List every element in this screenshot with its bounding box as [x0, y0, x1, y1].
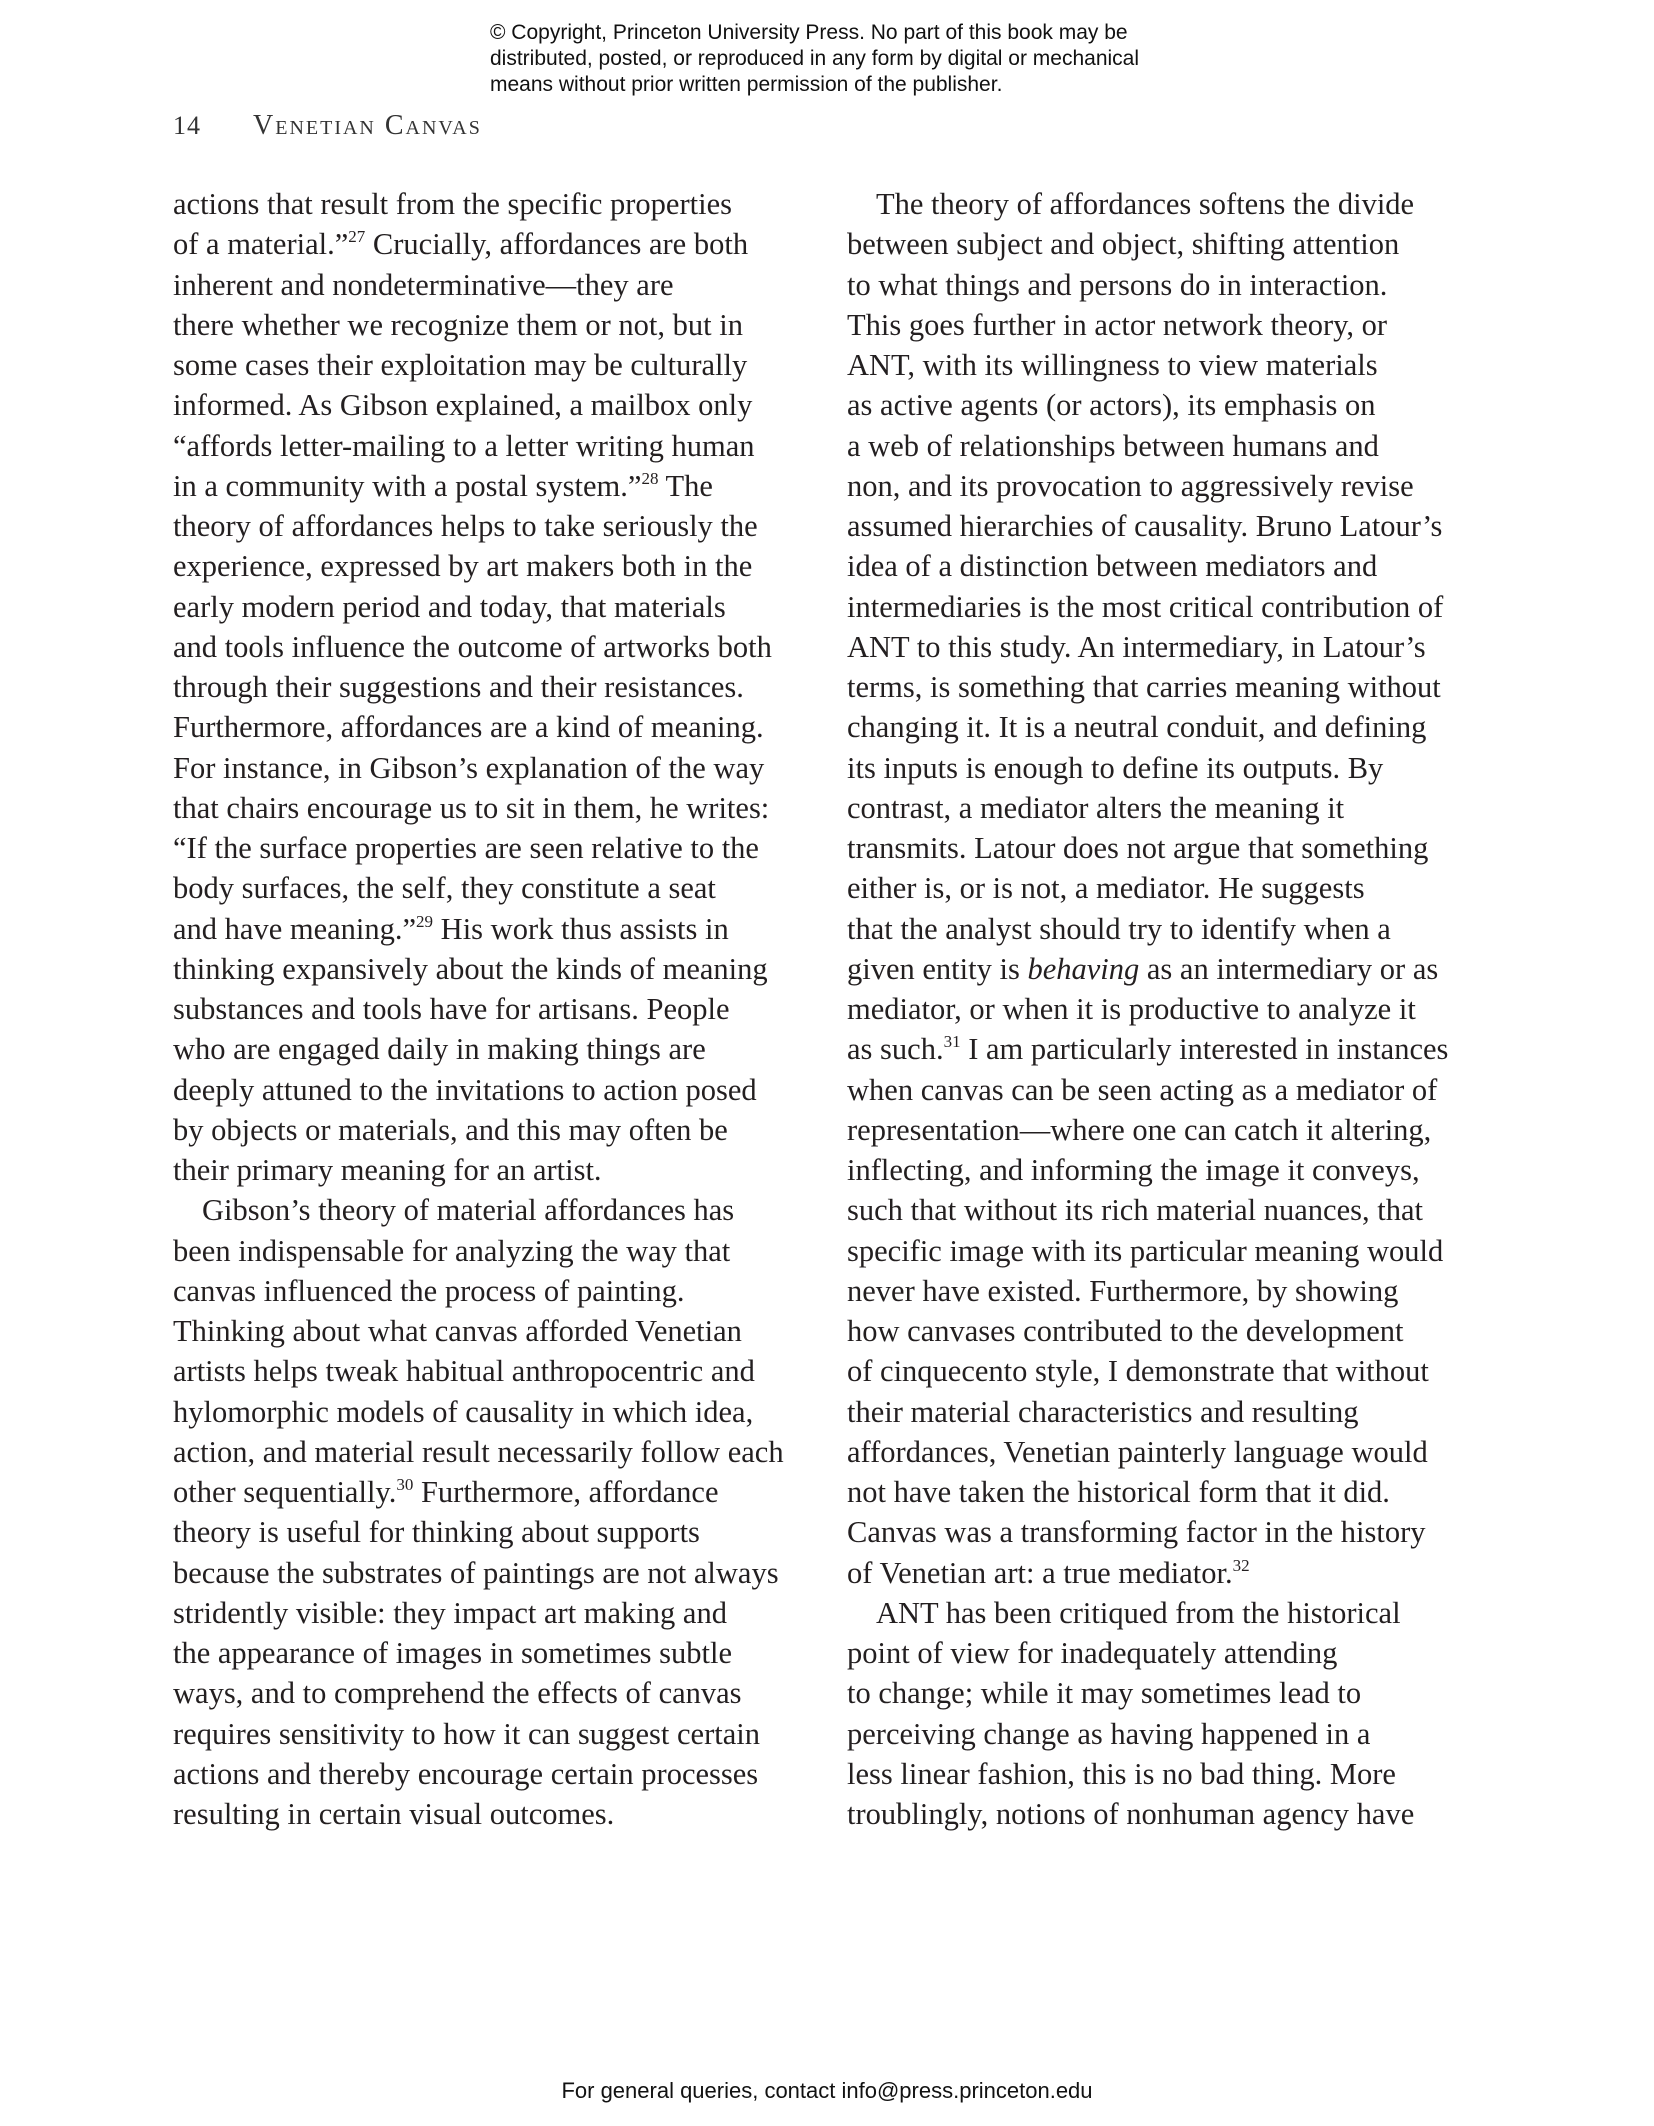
- text-segment: the appearance of images in sometimes subtle: [173, 1636, 732, 1670]
- text-segment: less linear fashion, this is no bad thing. More: [847, 1756, 1396, 1791]
- text-segment: as active agents (or actors), its emphasis on: [847, 388, 1376, 423]
- text-segment: “affords letter-mailing to a letter writing human: [173, 428, 755, 463]
- text-segment: resulting in certain visual outcomes.: [173, 1797, 615, 1831]
- text-line: [173, 1794, 823, 1834]
- text-line: [173, 1512, 823, 1552]
- text-line: [847, 1553, 1497, 1593]
- text-segment: inflecting, and informing the image it conveys,: [847, 1153, 1420, 1187]
- text-line: [173, 707, 823, 747]
- text-segment: mediator, or when it is productive to analyze it: [847, 992, 1416, 1026]
- text-line: [847, 1029, 1497, 1069]
- text-segment: contrast, a mediator alters the meaning it: [847, 790, 1345, 825]
- text-segment: body surfaces, the self, they constitute a seat: [173, 871, 716, 906]
- text-segment: other sequentially.: [173, 1475, 397, 1509]
- copyright-line: distributed, posted, or reproduced in any form by digital or mechanical: [490, 47, 1140, 70]
- text-segment: and tools influence the outcome of artworks both: [173, 629, 772, 664]
- text-segment: Crucially, affordances are both: [365, 227, 749, 262]
- text-segment: non, and its provocation to aggressively revise: [847, 468, 1414, 503]
- text-line: [173, 466, 823, 506]
- text-line: [847, 1593, 1497, 1633]
- text-segment: either is, or is not, a mediator. He suggests: [847, 871, 1365, 906]
- text-line: [173, 1472, 823, 1512]
- text-line: [173, 1150, 823, 1190]
- text-segment: of cinquecento style, I demonstrate that without: [847, 1354, 1429, 1389]
- text-segment: ANT to this study. An intermediary, in Latour’s: [847, 629, 1426, 664]
- text-segment: terms, is something that carries meaning without: [847, 670, 1441, 704]
- footnote-marker: 27: [348, 227, 366, 247]
- text-segment: its inputs is enough to define its outputs. By: [847, 750, 1384, 785]
- text-line: [847, 1633, 1497, 1673]
- text-line: [173, 667, 823, 707]
- text-segment: changing it. It is a neutral conduit, and defining: [847, 710, 1427, 745]
- text-line: [847, 1472, 1497, 1512]
- text-line: [173, 184, 823, 224]
- text-segment: assumed hierarchies of causality. Bruno Latour’s: [847, 509, 1443, 543]
- text-line: [173, 788, 823, 828]
- text-segment: inherent and nondeterminative—they are: [173, 267, 674, 302]
- text-segment: in a community with a postal system.”: [173, 468, 642, 503]
- text-segment: because the substrates of paintings are not always: [173, 1555, 779, 1590]
- text-line: [847, 224, 1497, 264]
- text-line: [173, 1553, 823, 1593]
- text-segment: to what things and persons do in interaction.: [847, 267, 1388, 302]
- text-line: [173, 1714, 823, 1754]
- text-segment: who are engaged daily in making things are: [173, 1032, 706, 1067]
- text-line: [847, 748, 1497, 788]
- text-segment: some cases their exploitation may be culturally: [173, 348, 748, 382]
- text-line: [847, 345, 1497, 385]
- text-line: [173, 1392, 823, 1432]
- text-line: [173, 1633, 823, 1673]
- text-segment: actions that result from the specific properties: [173, 187, 732, 221]
- text-line: [173, 1271, 823, 1311]
- text-segment: their material characteristics and resulting: [847, 1394, 1359, 1429]
- text-segment: theory is useful for thinking about supports: [173, 1515, 700, 1550]
- text-segment: how canvases contributed to the development: [847, 1314, 1404, 1348]
- text-segment: a web of relationships between humans and: [847, 428, 1379, 463]
- page-number: 14: [173, 111, 201, 140]
- text-line: [847, 1754, 1497, 1794]
- book-title: Venetian Canvas: [253, 110, 482, 141]
- footnote-marker: 30: [396, 1475, 414, 1494]
- text-segment: action, and material result necessarily follow each: [173, 1434, 784, 1469]
- text-segment: His work thus assists in: [433, 911, 729, 946]
- text-segment: through their suggestions and their resistances.: [173, 670, 744, 704]
- italic-text: behaving: [1027, 951, 1140, 986]
- text-segment: “If the surface properties are seen relative to the: [173, 831, 759, 865]
- text-segment: early modern period and today, that materials: [173, 589, 726, 624]
- text-segment: ways, and to comprehend the effects of canvas: [173, 1676, 742, 1711]
- text-segment: as such.: [847, 1032, 944, 1067]
- text-segment: specific image with its particular meaning would: [847, 1233, 1444, 1268]
- text-line: [847, 265, 1497, 305]
- text-segment: when canvas can be seen acting as a mediator of: [847, 1072, 1438, 1107]
- footer-contact: For general queries, contact info@press.princeton.edu: [561, 2078, 1093, 2103]
- text-segment: informed. As Gibson explained, a mailbox only: [173, 388, 753, 423]
- text-line: [847, 1351, 1497, 1391]
- text-line: [847, 1110, 1497, 1150]
- text-segment: idea of a distinction between mediators and: [847, 549, 1378, 584]
- text-line: [847, 868, 1497, 908]
- text-line: [847, 627, 1497, 667]
- text-segment: thinking expansively about the kinds of meaning: [173, 951, 768, 986]
- text-line: [847, 385, 1497, 425]
- text-line: [173, 989, 823, 1029]
- footnote-marker: 32: [1232, 1555, 1250, 1575]
- text-line: [173, 868, 823, 908]
- text-line: [847, 828, 1497, 868]
- text-line: [173, 1593, 823, 1633]
- text-segment: of Venetian art: a true mediator.: [847, 1555, 1233, 1590]
- footnote-marker: 28: [641, 468, 659, 488]
- text-segment: canvas influenced the process of painting.: [173, 1273, 685, 1308]
- text-segment: experience, expressed by art makers both in the: [173, 549, 753, 584]
- text-line: [173, 385, 823, 425]
- text-line: [173, 1754, 823, 1794]
- text-line: [847, 989, 1497, 1029]
- text-segment: actions and thereby encourage certain processes: [173, 1756, 759, 1791]
- text-segment: This goes further in actor network theory, or: [847, 307, 1388, 342]
- text-line: [173, 1351, 823, 1391]
- text-line: [847, 1070, 1497, 1110]
- text-segment: transmits. Latour does not argue that something: [847, 831, 1429, 865]
- text-segment: Furthermore, affordances are a kind of meaning.: [173, 710, 764, 745]
- text-segment: I am particularly interested in instances: [960, 1032, 1449, 1067]
- text-line: [173, 1029, 823, 1069]
- text-line: [847, 546, 1497, 586]
- text-line: [173, 1070, 823, 1110]
- text-segment: Thinking about what canvas afforded Venetian: [173, 1314, 742, 1348]
- text-segment: by objects or materials, and this may often be: [173, 1112, 728, 1147]
- text-line: [847, 466, 1497, 506]
- text-line: [173, 1673, 823, 1713]
- text-segment: given entity is: [847, 951, 1028, 986]
- copyright-line: means without prior written permission of the publisher.: [490, 73, 1003, 96]
- text-segment: substances and tools have for artisans. People: [173, 992, 730, 1026]
- text-line: [847, 667, 1497, 707]
- text-line: [847, 305, 1497, 345]
- text-line: [173, 627, 823, 667]
- text-segment: Furthermore, affordance: [413, 1475, 719, 1509]
- text-segment: For instance, in Gibson’s explanation of the way: [173, 750, 765, 785]
- text-segment: artists helps tweak habitual anthropocentric and: [173, 1354, 755, 1389]
- text-segment: perceiving change as having happened in a: [847, 1716, 1371, 1751]
- footnote-marker: 29: [416, 911, 434, 931]
- text-line: [847, 1673, 1497, 1713]
- text-segment: their primary meaning for an artist.: [173, 1153, 602, 1187]
- text-segment: and have meaning.”: [173, 911, 417, 946]
- footnote-marker: 31: [943, 1032, 961, 1052]
- text-line: [847, 1190, 1497, 1230]
- copyright-line: © Copyright, Princeton University Press. No part of this book may be: [490, 21, 1128, 44]
- text-line: [173, 546, 823, 586]
- text-segment: between subject and object, shifting attention: [847, 227, 1400, 262]
- text-line: [847, 1311, 1497, 1351]
- text-line: [847, 1512, 1497, 1552]
- text-line: [847, 788, 1497, 828]
- text-segment: as an intermediary or as: [1139, 951, 1439, 986]
- left-column: [173, 184, 823, 1834]
- text-line: [173, 224, 823, 264]
- text-segment: troublingly, notions of nonhuman agency have: [847, 1797, 1415, 1831]
- text-line: [173, 305, 823, 345]
- text-segment: such that without its rich material nuances, that: [847, 1193, 1423, 1228]
- text-line: [173, 587, 823, 627]
- text-line: [847, 426, 1497, 466]
- text-line: [173, 506, 823, 546]
- text-line: [847, 1714, 1497, 1754]
- text-line: [847, 506, 1497, 546]
- copyright-notice: [490, 20, 1190, 98]
- text-line: [173, 1311, 823, 1351]
- text-segment: of a material.”: [173, 227, 349, 262]
- text-line: [847, 184, 1497, 224]
- right-column: [847, 184, 1497, 1834]
- text-segment: there whether we recognize them or not, but in: [173, 307, 743, 342]
- text-line: [847, 1432, 1497, 1472]
- text-segment: affordances, Venetian painterly language would: [847, 1434, 1428, 1469]
- text-segment: never have existed. Furthermore, by showing: [847, 1273, 1399, 1308]
- text-line: [173, 345, 823, 385]
- text-segment: The: [658, 468, 713, 503]
- text-line: [847, 1794, 1497, 1834]
- text-line: [847, 949, 1497, 989]
- text-line: [847, 1150, 1497, 1190]
- text-segment: that the analyst should try to identify when a: [847, 911, 1391, 946]
- text-segment: The theory of affordances softens the divide: [876, 187, 1415, 221]
- text-segment: Canvas was a transforming factor in the history: [847, 1515, 1426, 1550]
- text-segment: that chairs encourage us to sit in them, he writes:: [173, 790, 770, 825]
- running-head: [173, 110, 482, 142]
- text-line: [173, 748, 823, 788]
- text-segment: representation—where one can catch it altering,: [847, 1112, 1432, 1147]
- text-segment: stridently visible: they impact art making and: [173, 1595, 727, 1630]
- text-segment: point of view for inadequately attending: [847, 1636, 1338, 1670]
- text-line: [173, 426, 823, 466]
- text-line: [173, 1231, 823, 1271]
- text-line: [173, 1110, 823, 1150]
- text-segment: requires sensitivity to how it can suggest certain: [173, 1716, 760, 1751]
- text-line: [847, 1392, 1497, 1432]
- text-segment: deeply attuned to the invitations to action posed: [173, 1072, 757, 1107]
- text-segment: been indispensable for analyzing the way that: [173, 1233, 731, 1268]
- text-line: [847, 707, 1497, 747]
- text-segment: hylomorphic models of causality in which idea,: [173, 1394, 754, 1429]
- text-line: [847, 1271, 1497, 1311]
- text-segment: theory of affordances helps to take seriously the: [173, 509, 758, 543]
- text-line: [173, 1432, 823, 1472]
- text-segment: not have taken the historical form that it did.: [847, 1475, 1390, 1509]
- text-segment: ANT has been critiqued from the historical: [876, 1595, 1401, 1630]
- text-line: [173, 828, 823, 868]
- text-line: [847, 587, 1497, 627]
- text-line: [847, 1231, 1497, 1271]
- text-line: [847, 909, 1497, 949]
- text-line: [173, 265, 823, 305]
- text-segment: to change; while it may sometimes lead to: [847, 1676, 1362, 1711]
- text-line: [173, 949, 823, 989]
- text-segment: intermediaries is the most critical contribution of: [847, 589, 1444, 624]
- text-segment: ANT, with its willingness to view materials: [847, 348, 1378, 382]
- text-line: [173, 1190, 823, 1230]
- text-line: [173, 909, 823, 949]
- text-segment: Gibson’s theory of material affordances has: [202, 1193, 735, 1228]
